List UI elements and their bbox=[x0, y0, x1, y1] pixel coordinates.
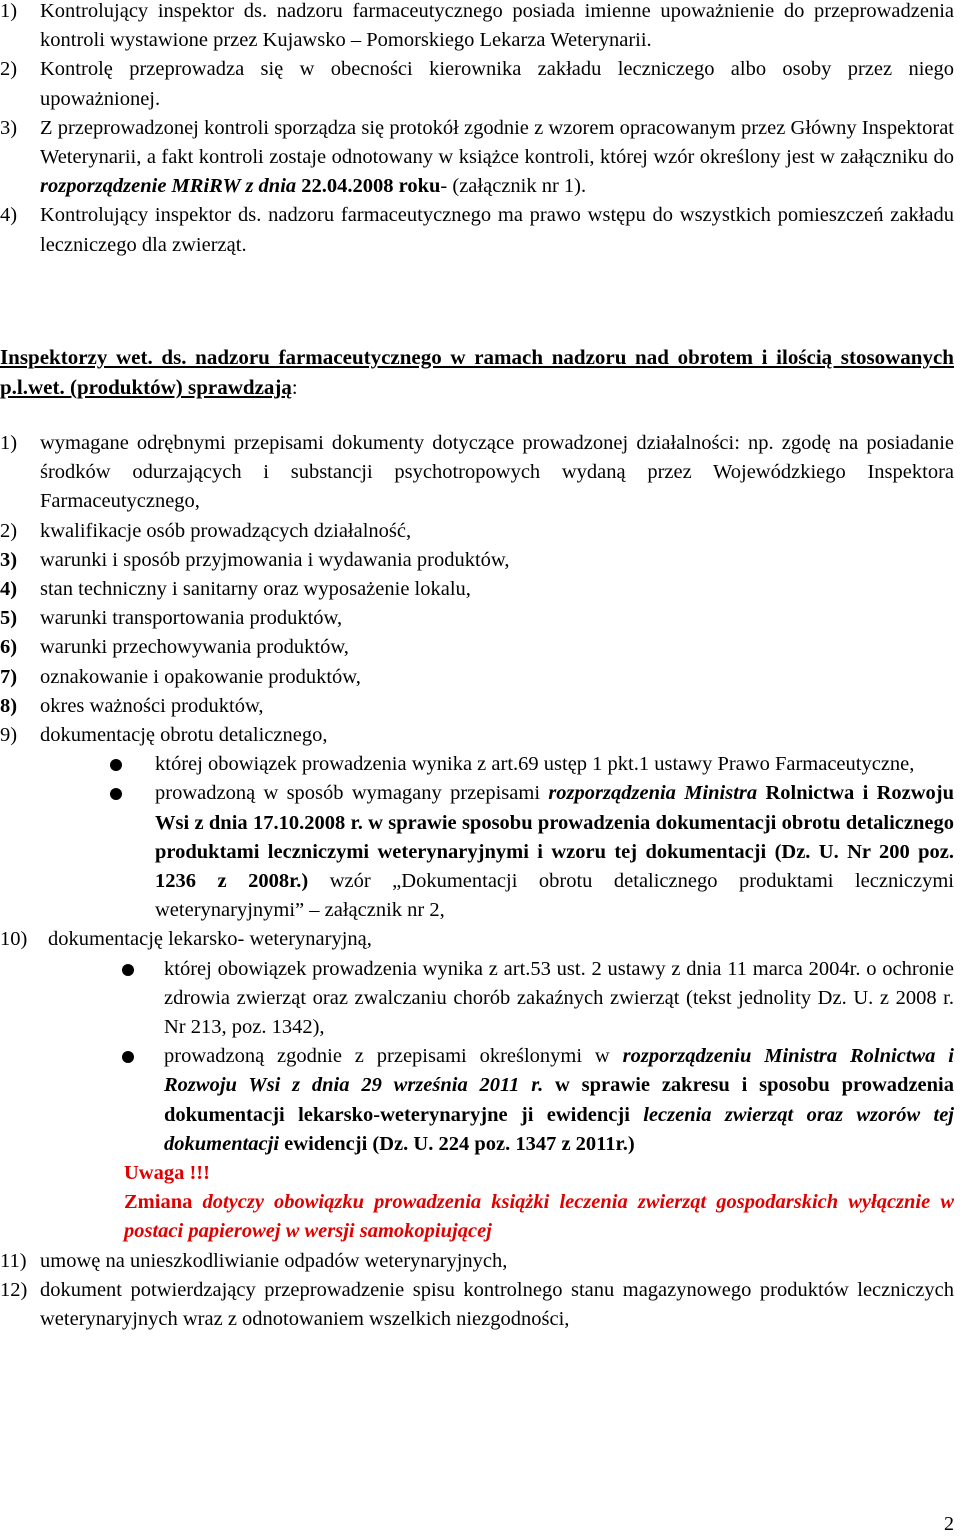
bullet-lead: prowadzoną zgodnie z przepisami określonymi w bbox=[164, 1045, 623, 1068]
item-number: 11) bbox=[0, 1249, 27, 1272]
intro-item-2 bbox=[0, 55, 954, 113]
item-text: Kontrolujący inspektor ds. nadzoru farmaceutycznego ma prawo wstępu do wszystkich pomieszczeń zakładu leczniczego dla zwierząt. bbox=[40, 204, 954, 256]
item-number: 1) bbox=[0, 432, 18, 454]
check-item-5 bbox=[0, 604, 954, 633]
regulation-body-2: ewidencji (Dz. U. 224 poz. 1347 z 2011r.) bbox=[284, 1132, 635, 1155]
item-number: 9) bbox=[0, 724, 18, 747]
regulation-title: rozporządzenie MRiRW z dnia bbox=[40, 175, 297, 198]
check-item-11 bbox=[0, 1247, 954, 1276]
item-text: Kontrolę przeprowadza się w obecności kierownika zakładu leczniczego albo osoby przez niego upoważnionej. bbox=[40, 58, 954, 110]
item-number: 8) bbox=[0, 694, 18, 717]
item-text: okres ważności produktów, bbox=[40, 694, 264, 717]
intro-list bbox=[0, 0, 954, 260]
item-text: Kontrolujący inspektor ds. nadzoru farmaceutycznego posiada imienne upoważnienie do przeprowadzenia kontroli wystawione przez Kujawsko – Pomorskiego Lekarza Weterynarii. bbox=[40, 0, 954, 52]
item-text: umowę na unieszkodliwianie odpadów weterynaryjnych, bbox=[40, 1249, 508, 1272]
item-text: stan techniczny i sanitarny oraz wyposażenie lokalu, bbox=[40, 578, 471, 601]
section-heading-colon: : bbox=[291, 377, 298, 400]
warning-title: Uwaga !!! bbox=[124, 1162, 210, 1185]
intro-item-4 bbox=[0, 201, 954, 259]
check-item-3 bbox=[0, 546, 954, 575]
item-number: 3) bbox=[0, 548, 18, 571]
bullet-icon bbox=[122, 964, 134, 976]
item-number: 4) bbox=[0, 578, 18, 601]
intro-item-1 bbox=[0, 0, 954, 55]
check-item-7 bbox=[0, 663, 954, 692]
bullet-text bbox=[164, 1042, 954, 1159]
item-text: warunki transportowania produktów, bbox=[40, 607, 343, 630]
checks-list bbox=[0, 429, 954, 1334]
item-number: 12) bbox=[0, 1278, 28, 1301]
bullet-text: której obowiązek prowadzenia wynika z art.69 ustęp 1 pkt.1 ustawy Prawo Farmaceutyczne, bbox=[155, 753, 915, 776]
section-heading bbox=[0, 343, 954, 403]
warning-lead: Zmiana bbox=[124, 1191, 193, 1214]
item-number: 2) bbox=[0, 58, 18, 81]
bullet-lead: prowadzoną w sposób wymagany przepisami bbox=[155, 782, 549, 805]
check-item-6 bbox=[0, 633, 954, 662]
item-number: 2) bbox=[0, 519, 18, 542]
item-number: 1) bbox=[0, 0, 18, 22]
page-number: 2 bbox=[944, 1513, 954, 1535]
bullet-tail: wzór „Dokumentacji obrotu detalicznego produktami leczniczymi weterynaryjnymi” – załącznik nr 2, bbox=[155, 870, 954, 922]
bullet-icon bbox=[110, 759, 122, 771]
section-heading-text: Inspektorzy wet. ds. nadzoru farmaceutycznego w ramach nadzoru nad obrotem i ilością stosowanych p.l.wet. (produktów) sprawdzają bbox=[0, 345, 954, 400]
item-number: 6) bbox=[0, 636, 18, 659]
regulation-title: rozporządzeniu Ministra Rolnictwa i Rozwoju Wsi z dnia 29 września 2011 r. bbox=[164, 1045, 954, 1097]
check-9-bullet-2 bbox=[0, 779, 954, 925]
check-10-bullet-2 bbox=[0, 1042, 954, 1159]
item-number: 4) bbox=[0, 204, 18, 227]
item-number: 5) bbox=[0, 607, 18, 630]
check-item-2 bbox=[0, 517, 954, 546]
item-number: 3) bbox=[0, 116, 18, 139]
item-text: warunki i sposób przyjmowania i wydawania produktów, bbox=[40, 548, 510, 571]
item-text-main: Z przeprowadzonej kontroli sporządza się protokół zgodnie z wzorem opracowanym przez Główny Inspektorat Weterynarii, a fakt kontroli zostaje odnotowany w książce kontroli, której wzór określony jest w załączniku do bbox=[40, 116, 954, 169]
check-10-bullet-1 bbox=[0, 955, 954, 1043]
check-item-1 bbox=[0, 429, 954, 517]
item-text: wymagane odrębnymi przepisami dokumenty dotyczące prowadzonej działalności: np. zgodę na posiadanie środków odurzających i substancji psychotropowych wydaną przez Wojewódzkiego Inspektora Farmaceutycznego, bbox=[40, 432, 954, 513]
item-text-tail: - (załącznik nr 1). bbox=[440, 175, 587, 198]
item-text bbox=[40, 114, 954, 202]
check-item-9 bbox=[0, 721, 954, 750]
item-text: dokument potwierdzający przeprowadzenie spisu kontrolnego stanu magazynowego produktów leczniczych weterynaryjnych wraz z odnotowaniem wszelkich niezgodności, bbox=[40, 1278, 954, 1331]
item-text: oznakowanie i opakowanie produktów, bbox=[40, 665, 361, 688]
regulation-date: 22.04.2008 roku bbox=[301, 175, 441, 198]
item-text: kwalifikacje osób prowadzących działalność, bbox=[40, 519, 412, 542]
item-text: warunki przechowywania produktów, bbox=[40, 636, 349, 659]
check-item-4 bbox=[0, 575, 954, 604]
item-text: dokumentację lekarsko- weterynaryjną, bbox=[48, 928, 372, 951]
check-item-10 bbox=[0, 925, 954, 954]
warning-text bbox=[0, 1188, 954, 1246]
item-number: 7) bbox=[0, 665, 18, 688]
check-9-bullet-1 bbox=[0, 750, 954, 779]
bullet-text bbox=[155, 779, 954, 925]
bullet-text: której obowiązek prowadzenia wynika z art.53 ust. 2 ustawy z dnia 11 marca 2004r. o ochronie zdrowia zwierząt oraz zwalczaniu chorób zakaźnych zwierząt (tekst jednolity Dz. U. z 2008 r. Nr 213, poz. 1342), bbox=[164, 957, 954, 1039]
regulation-title-2: leczenia zwierząt oraz wzorów tej dokumentacji bbox=[164, 1103, 954, 1155]
bullet-icon bbox=[110, 788, 122, 800]
check-item-8 bbox=[0, 692, 954, 721]
warning-body: dotyczy obowiązku prowadzenia książki leczenia zwierząt gospodarskich wyłącznie w postaci papierowej w wersji samokopiującej bbox=[124, 1191, 954, 1243]
bullet-icon bbox=[122, 1051, 134, 1063]
item-number: 10) bbox=[0, 928, 28, 951]
item-text: dokumentację obrotu detalicznego, bbox=[40, 724, 328, 747]
regulation-body: w sprawie zakresu i sposobu prowadzenia dokumentacji lekarsko-weterynaryjne ji ewidencji bbox=[164, 1074, 955, 1126]
check-item-12 bbox=[0, 1276, 954, 1334]
regulation-body: Rolnictwa i Rozwoju Wsi z dnia 17.10.2008 r. w sprawie sposobu prowadzenia dokumentacji obrotu detalicznego produktami leczniczymi weterynaryjnymi i wzoru tej dokumentacji (Dz. U. Nr 200 poz. 1236 z 2008r.) bbox=[155, 782, 955, 893]
regulation-title: rozporządzenia Ministra bbox=[548, 782, 758, 805]
intro-item-3 bbox=[0, 114, 954, 202]
